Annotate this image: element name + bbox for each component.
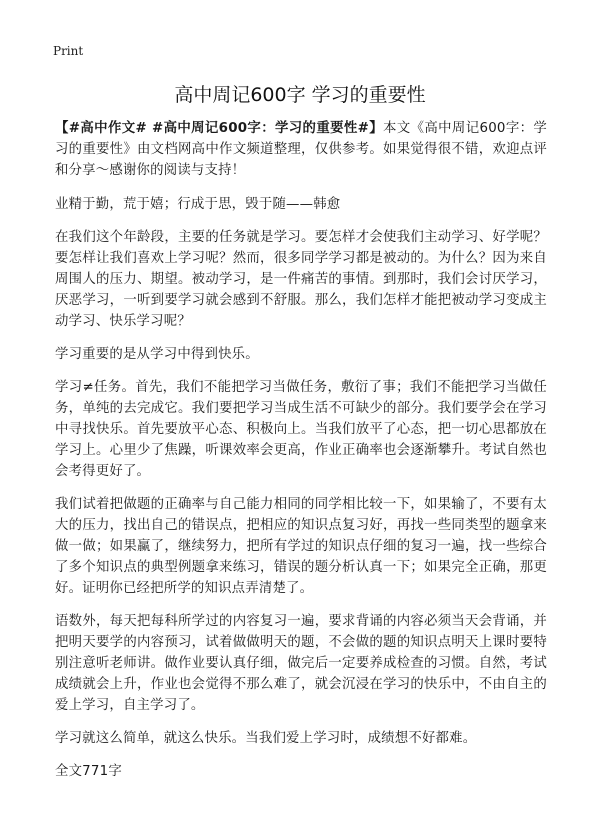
body-paragraph: 在我们这个年龄段，主要的任务就是学习。要怎样才会使我们主动学习、好学呢？要怎样让我们喜欢上学习呢？然而，很多同学学习都是被动的。为什么？因为来自周围人的压力、期望。被动学习，是一件痛苦的事情。到那时，我们会讨厌学习，厌恶学习，一听到要学习就会感到不舒服。那么，我们怎样才能把被动学习变成主动学习、快乐学习呢？ (55, 230, 547, 329)
print-link[interactable]: Print (53, 44, 84, 58)
word-count: 全文771字 (55, 764, 122, 779)
intro-text: 本文《高中周记600字：学习的重要性》由文档网高中作文频道整理，仅供参考。如果觉得很不错，欢迎点评和分享～感谢你的阅读与支持！ (55, 121, 547, 178)
quote-paragraph: 业精于勤，荒于嬉；行成于思，毁于随——韩愈 (55, 197, 341, 212)
body-paragraph: 学习就这么简单，就这么快乐。当我们爱上学习时，成绩想不好都难。 (55, 731, 477, 746)
body-paragraph: 语数外，每天把每科所学过的内容复习一遍，要求背诵的内容必须当天会背诵，并把明天要学的内容预习，试着做做明天的题，不会做的题的知识点明天上课时要特别注意听老师讲。做作业要认真仔细，做完后一定要养成检查的习惯。自然，考试成绩就会上升，作业也会觉得不那么难了，就会沉浸在学习的快乐中，不由自主的爱上学习，自主学习了。 (55, 614, 547, 713)
article-body (55, 118, 547, 794)
body-paragraph: 我们试着把做题的正确率与自己能力相同的同学相比较一下，如果输了，不要有太大的压力，找出自己的错误点，把相应的知识点复习好，再找一些同类型的题拿来做一做；如果赢了，继续努力，把所有学过的知识点仔细的复习一遍，找一些综合了多个知识点的典型例题拿来练习，错误的题分析认真一下；如果完全正确，那更好。证明你已经把所学的知识点弄清楚了。 (55, 497, 547, 596)
page-title: 高中周记600字 学习的重要性 (174, 84, 426, 106)
intro-tag: 【#高中作文# #高中周记600字：学习的重要性#】 (55, 121, 384, 136)
body-paragraph: 学习重要的是从学习中得到快乐。 (55, 347, 259, 362)
intro-paragraph (55, 118, 547, 181)
body-paragraph: 学习≠任务。首先，我们不能把学习当做任务，敷衍了事；我们不能把学习当做任务，单纯的去完成它。我们要把学习当成生活不可缺少的部分。我们要学会在学习中寻找快乐。首先要放平心态、积极向上。当我们放平了心态，把一切心思都放在学习上。心里少了焦躁，听课效率会更高，作业正确率也会逐渐攀升。考试自然也会考得更好了。 (55, 380, 547, 479)
